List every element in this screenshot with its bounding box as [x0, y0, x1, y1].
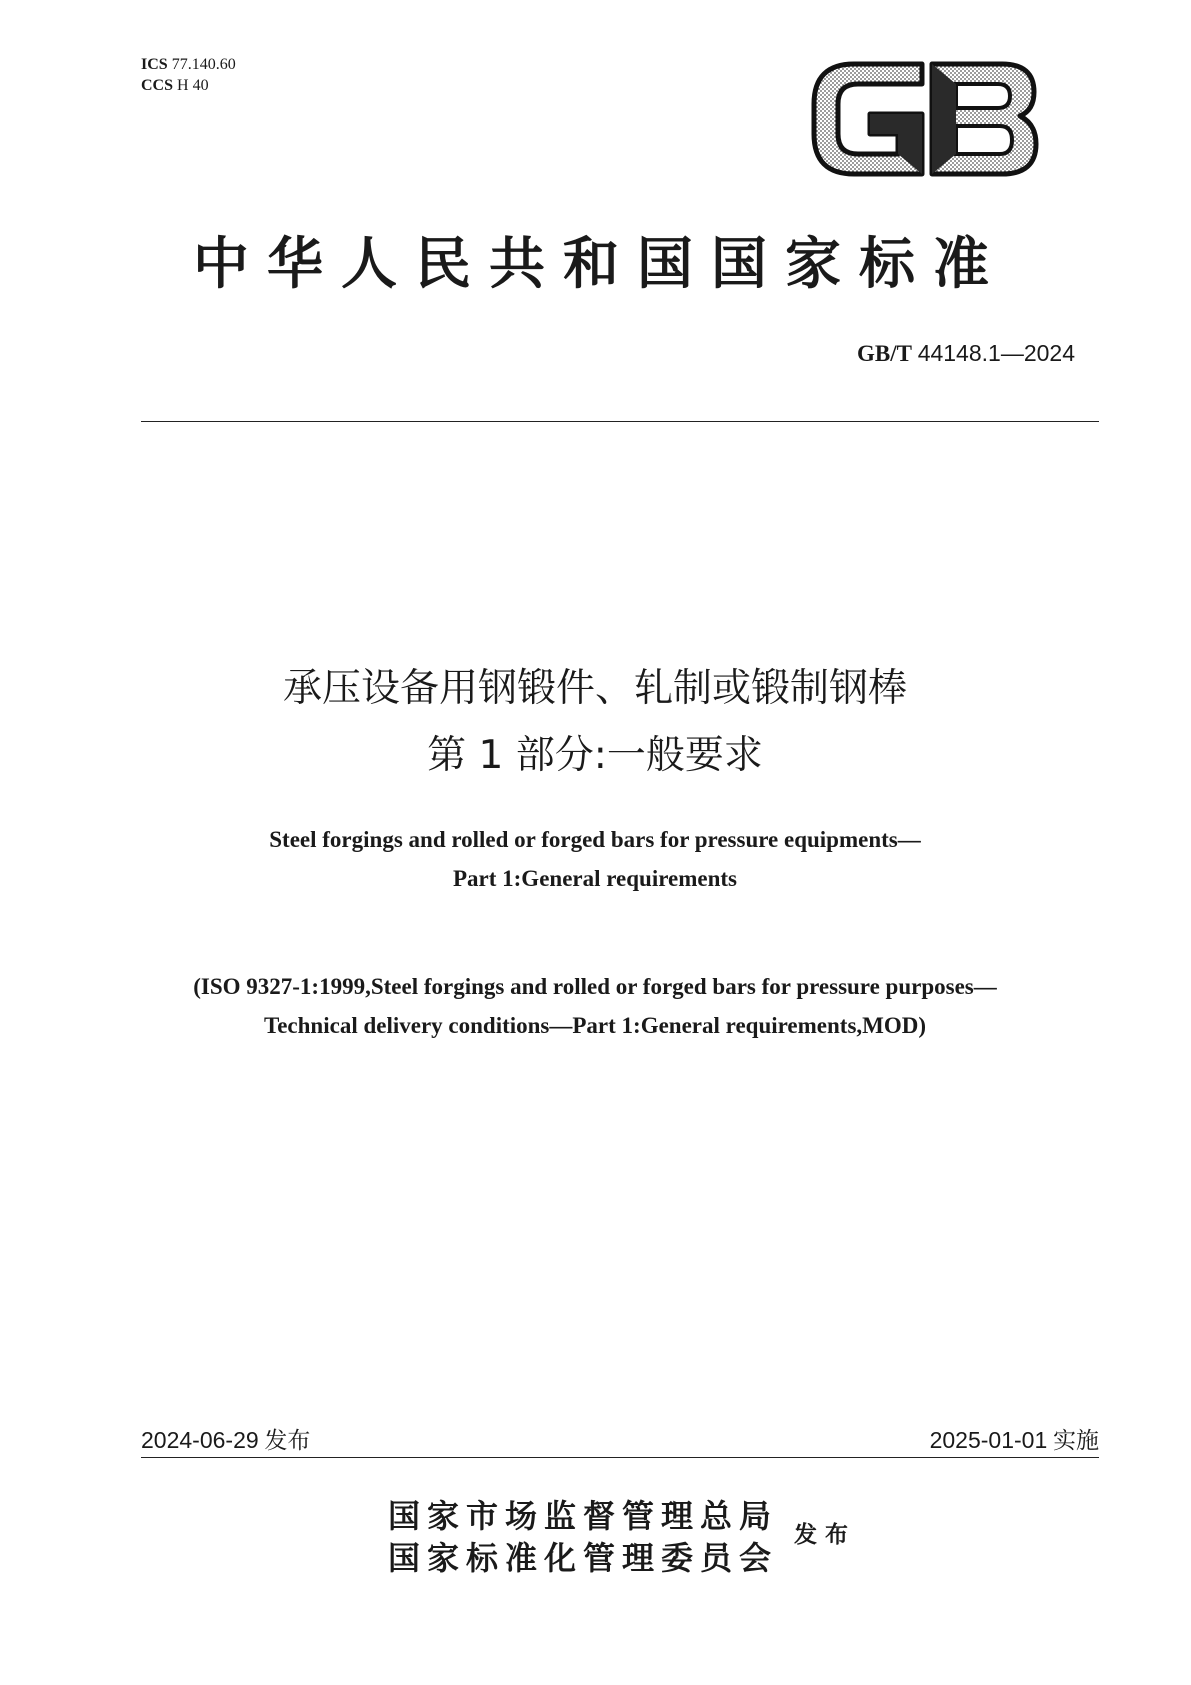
standard-number [857, 340, 1075, 367]
issue-date [141, 1422, 310, 1455]
iso-reference-line-1: (ISO 9327-1:1999,Steel forgings and rolled or forged bars for pressure purposes— [193, 974, 997, 999]
issuer-line-2: 国家标准化管理委员会 [388, 1539, 779, 1577]
gb-logo [806, 56, 1043, 182]
ics-line [141, 54, 236, 75]
iso-reference-line-2: Technical delivery conditions—Part 1:General requirements,MOD) [263, 1013, 927, 1038]
national-standard-title: 中华人民共和国国家标准 [193, 231, 1007, 297]
ccs-label: CCS [141, 77, 174, 94]
top-divider [141, 421, 1099, 422]
implementation-date-word: 实施 [1053, 1428, 1099, 1454]
issue-date-word: 发布 [264, 1428, 311, 1454]
implementation-date-value: 2025-01-01 [929, 1427, 1048, 1453]
ccs-value: H 40 [177, 77, 209, 94]
issue-date-value: 2024-06-29 [141, 1427, 259, 1453]
ics-label: ICS [141, 56, 168, 73]
ccs-line [141, 75, 236, 96]
implementation-date [930, 1422, 1099, 1455]
classification-block [141, 54, 236, 96]
standard-code: GB/T [856, 341, 912, 366]
standard-number-value: 44148.1—2024 [917, 340, 1075, 366]
english-title-line-2: Part 1:General requirements [452, 866, 738, 891]
chinese-title-line-1: 承压设备用钢锻件、轧制或锻制钢棒 [282, 666, 907, 711]
chinese-title-line-2: 第 1 部分:一般要求 [427, 733, 763, 778]
english-title-line-1: Steel forgings and rolled or forged bars for pressure equipments— [269, 827, 921, 852]
publish-word: 发布 [794, 1521, 856, 1548]
issuer-line-1: 国家市场监督管理总局 [388, 1497, 779, 1535]
ics-value: 77.140.60 [171, 56, 236, 73]
bottom-divider [141, 1457, 1099, 1458]
